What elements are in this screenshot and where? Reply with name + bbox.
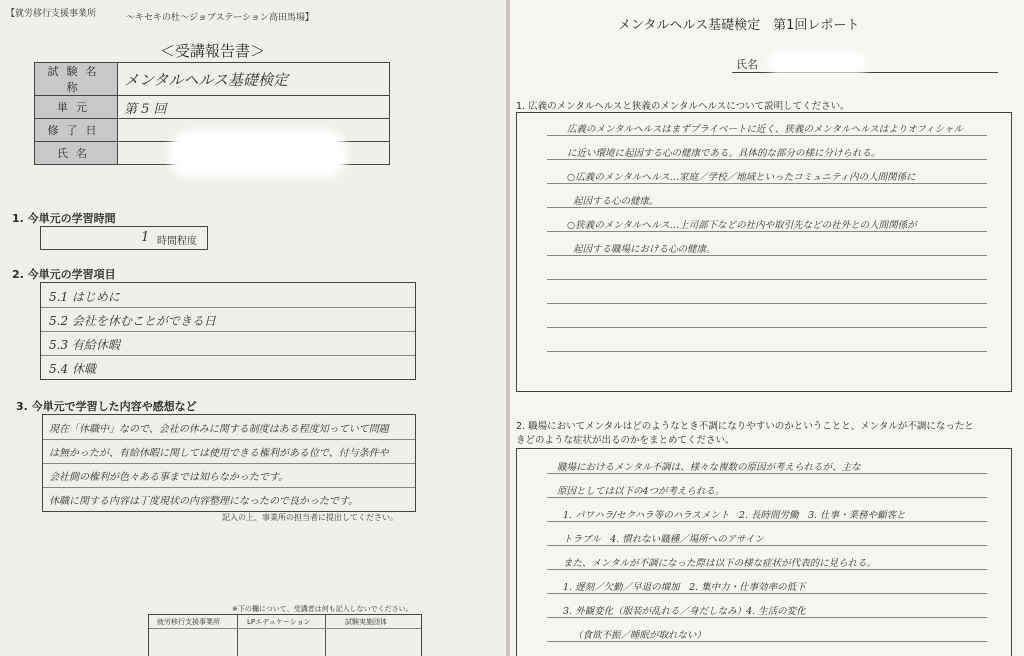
study-hours: 1 xyxy=(141,230,150,245)
office-use-table xyxy=(148,614,422,656)
ruled-line xyxy=(547,327,987,328)
ruled-line xyxy=(547,569,987,570)
answer-line: 原因としては以下の4つが考えられる。 xyxy=(557,486,725,497)
ruled-line xyxy=(547,255,987,256)
divider xyxy=(237,615,238,656)
ruled-line xyxy=(547,545,987,546)
question-1: 1. 広義のメンタルヘルスと狭義のメンタルヘルスについて説明してください。 xyxy=(516,101,850,112)
redaction-blur xyxy=(768,52,868,74)
impression-line: 現在「休職中」なので、会社の休みに関する制度はある程度知っていて問題 xyxy=(49,424,389,435)
impression-line: は無かったが、有給休暇に関しては使用できる権利がある位で、付与条件や xyxy=(49,448,389,459)
name-label: 氏名 xyxy=(736,58,758,71)
ruled-line xyxy=(547,617,987,618)
section-impressions: 3. 今単元で学習した内容や感想など xyxy=(16,400,197,413)
redaction-blur xyxy=(168,130,348,178)
study-time-box xyxy=(40,226,208,250)
header-org: 【就労移行支援事業所 xyxy=(6,9,97,19)
impression-line: 休職に関する内容は丁度現状の内容整理になったので良かったです。 xyxy=(49,496,359,507)
office-col: 就労移行支援事業所 xyxy=(157,618,220,626)
section-study-items: 2. 今単元の学習項目 xyxy=(12,268,116,281)
right-page-report xyxy=(510,0,1024,656)
office-col: 試験実施団体 xyxy=(345,618,387,626)
ruled-line xyxy=(547,183,987,184)
ruled-line xyxy=(547,207,987,208)
answer-line: 3. 外観変化（服装が乱れる／身だしなみ）4. 生活の変化 xyxy=(563,606,806,617)
ruled-line xyxy=(547,593,987,594)
impression-line: 会社側の権利が色々ある事までは知らなかったです。 xyxy=(49,472,289,483)
ruled-line xyxy=(547,279,987,280)
value-exam: メンタルヘルス基礎検定 xyxy=(118,63,390,96)
section-study-time: 1. 今単元の学習時間 xyxy=(12,212,116,225)
study-hours-unit: 時間程度 xyxy=(157,236,197,247)
list-item: 5.2 会社を休むことができる日 xyxy=(49,314,216,328)
list-item: 5.3 有給休暇 xyxy=(49,338,120,352)
answer-line: また、メンタルが不調になった際は以下の様な症状が代表的に見られる。 xyxy=(563,558,877,569)
answer-1-box xyxy=(516,112,1012,392)
table-row xyxy=(35,63,390,96)
divider xyxy=(43,463,415,464)
answer-line: 職場におけるメンタル不調は、様々な複数の原因が考えられるが、主な xyxy=(557,462,861,473)
divider xyxy=(325,615,326,656)
divider xyxy=(43,439,415,440)
answer-line: トラブル 4. 慣れない職種／場所へのアサイン xyxy=(563,534,765,545)
label-name: 氏名 xyxy=(35,142,118,165)
ruled-line xyxy=(547,159,987,160)
ruled-line xyxy=(547,521,987,522)
list-item: 5.1 はじめに xyxy=(49,290,120,304)
divider xyxy=(41,331,415,332)
office-note: ※下の欄について、受講者は何も記入しないでください。 xyxy=(232,605,413,613)
answer-line: 起因する心の健康。 xyxy=(573,196,659,207)
ruled-line xyxy=(547,641,987,642)
left-page-report xyxy=(0,0,506,656)
divider xyxy=(41,355,415,356)
divider xyxy=(43,487,415,488)
ruled-line xyxy=(547,231,987,232)
divider xyxy=(149,628,421,629)
divider xyxy=(41,307,415,308)
answer-line: ○広義のメンタルヘルス…家庭／学校／地域といったコミュニティ内の人間関係に xyxy=(567,172,916,183)
office-col: LPエデュケーション xyxy=(247,618,311,626)
question-2-cont: きどのような症状が出るのかをまとめてください。 xyxy=(516,435,735,446)
ruled-line xyxy=(547,473,987,474)
label-date: 修了日 xyxy=(35,119,118,142)
impressions-box xyxy=(42,414,416,512)
study-items-box xyxy=(40,282,416,380)
question-2: 2. 職場においてメンタルはどのようなとき不調になりやすいのかということと、メンタルが不調になったと xyxy=(516,421,974,432)
answer-line: 起因する職場における心の健康。 xyxy=(573,244,716,255)
answer-line: 広義のメンタルヘルスはまずプライベートに近く、狭義のメンタルヘルスはよりオフィシャル xyxy=(567,124,963,135)
ruled-line xyxy=(547,135,987,136)
header-site: ～キセキの杜～ジョブステーション高田馬場】 xyxy=(126,13,314,23)
ruled-line xyxy=(547,303,987,304)
list-item: 5.4 休職 xyxy=(49,362,96,376)
answer-line: 1. 遅刻／欠勤／早退の増加 2. 集中力・仕事効率の低下 xyxy=(563,582,806,593)
ruled-line xyxy=(547,497,987,498)
page-title: ＜受講報告書＞ xyxy=(160,42,266,60)
label-exam: 試験名称 xyxy=(35,63,118,96)
report-title: メンタルヘルス基礎検定 第1回レポート xyxy=(618,18,860,33)
answer-line: 1. パワハラ/セクハラ等のハラスメント 2. 長時間労働 3. 仕事・業務や顧客と xyxy=(563,510,906,521)
ruled-line xyxy=(547,351,987,352)
answer-line: ○狭義のメンタルヘルス…上司部下などの社内や取引先などの社外との人間関係が xyxy=(567,220,917,231)
answer-2-box xyxy=(516,448,1012,656)
answer-line: （食欲不振／睡眠が取れない） xyxy=(573,630,707,641)
answer-line: に近い環境に起因する心の健康である。具体的な部分の様に分けられる。 xyxy=(567,148,881,159)
value-unit: 第 5 回 xyxy=(118,96,390,119)
label-unit: 単元 xyxy=(35,96,118,119)
footer-note: 記入の上、事業所の担当者に提出してください。 xyxy=(222,513,398,522)
table-row xyxy=(35,96,390,119)
